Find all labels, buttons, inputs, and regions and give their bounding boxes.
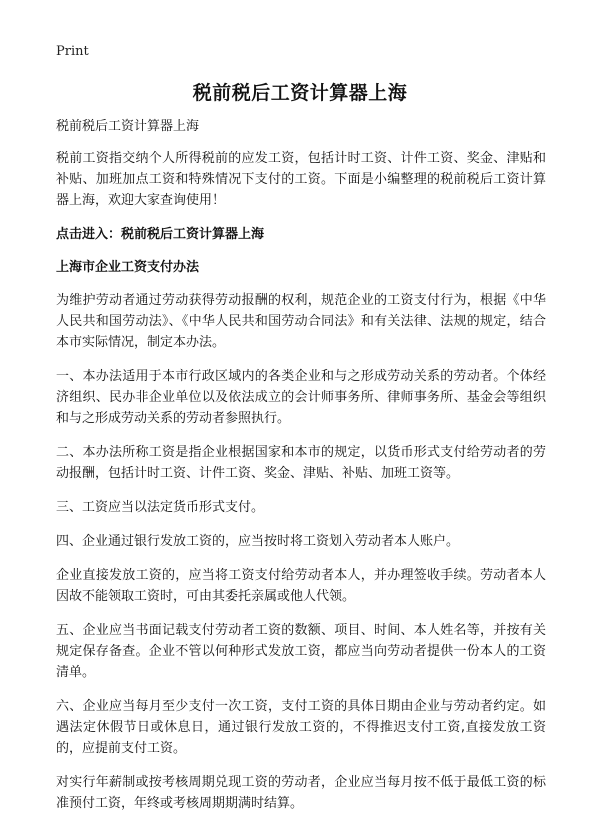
paragraph: 五、企业应当书面记载支付劳动者工资的数额、项目、时间、本人姓名等，并按有关规定保存备查。企业不管以何种形式发放工资，都应当向劳动者提供一份本人的工资清单。 xyxy=(56,623,546,680)
entry-line xyxy=(56,224,546,245)
calculator-link[interactable]: 税前税后工资计算器上海 xyxy=(121,227,265,242)
article-body xyxy=(56,116,546,827)
entry-prefix: 点击进入： xyxy=(56,227,122,242)
intro-paragraph: 税前工资指交纳个人所得税前的应发工资，包括计时工资、计件工资、奖金、津贴和补贴、加班加点工资和特殊情况下支付的工资。下面是小编整理的税前税后工资计算器上海，欢迎大家查询使用！ xyxy=(56,151,546,208)
section-heading: 上海市企业工资支付办法 xyxy=(56,260,200,275)
paragraph: 为维护劳动者通过劳动获得劳动报酬的权利，规范企业的工资支付行为，根据《中华人民共和国劳动法》、《中华人民共和国劳动合同法》和有关法律、法规的规定，结合本市实际情况，制定本办法。 xyxy=(56,293,546,350)
paragraph: 六、企业应当每月至少支付一次工资，支付工资的具体日期由企业与劳动者约定。如遇法定休假节日或休息日，通过银行发放工资的，不得推迟支付工资,直接发放工资的，应提前支付工资。 xyxy=(56,699,546,756)
page-title: 税前税后工资计算器上海 xyxy=(192,82,408,104)
paragraph: 企业直接发放工资的，应当将工资支付给劳动者本人，并办理签收手续。劳动者本人因故不能领取工资时，可由其委托亲属或他人代领。 xyxy=(56,568,546,604)
article-subtitle: 税前税后工资计算器上海 xyxy=(56,119,200,134)
paragraph: 三、工资应当以法定货币形式支付。 xyxy=(56,500,265,515)
paragraph: 二、本办法所称工资是指企业根据国家和本市的规定，以货币形式支付给劳动者的劳动报酬，包括计时工资、计件工资、奖金、津贴、补贴、加班工资等。 xyxy=(56,445,546,481)
paragraph: 一、本办法适用于本市行政区域内的各类企业和与之形成劳动关系的劳动者。个体经济组织、民办非企业单位以及依法成立的会计师事务所、律师事务所、基金会等组织和与之形成劳动关系的劳动者参照执行。 xyxy=(56,369,546,426)
print-link[interactable]: Print xyxy=(56,44,89,59)
paragraph: 对实行年薪制或按考核周期兑现工资的劳动者，企业应当每月按不低于最低工资的标准预付工资，年终或考核周期期满时结算。 xyxy=(56,775,546,811)
paragraph: 四、企业通过银行发放工资的，应当按时将工资划入劳动者本人账户。 xyxy=(56,534,460,549)
